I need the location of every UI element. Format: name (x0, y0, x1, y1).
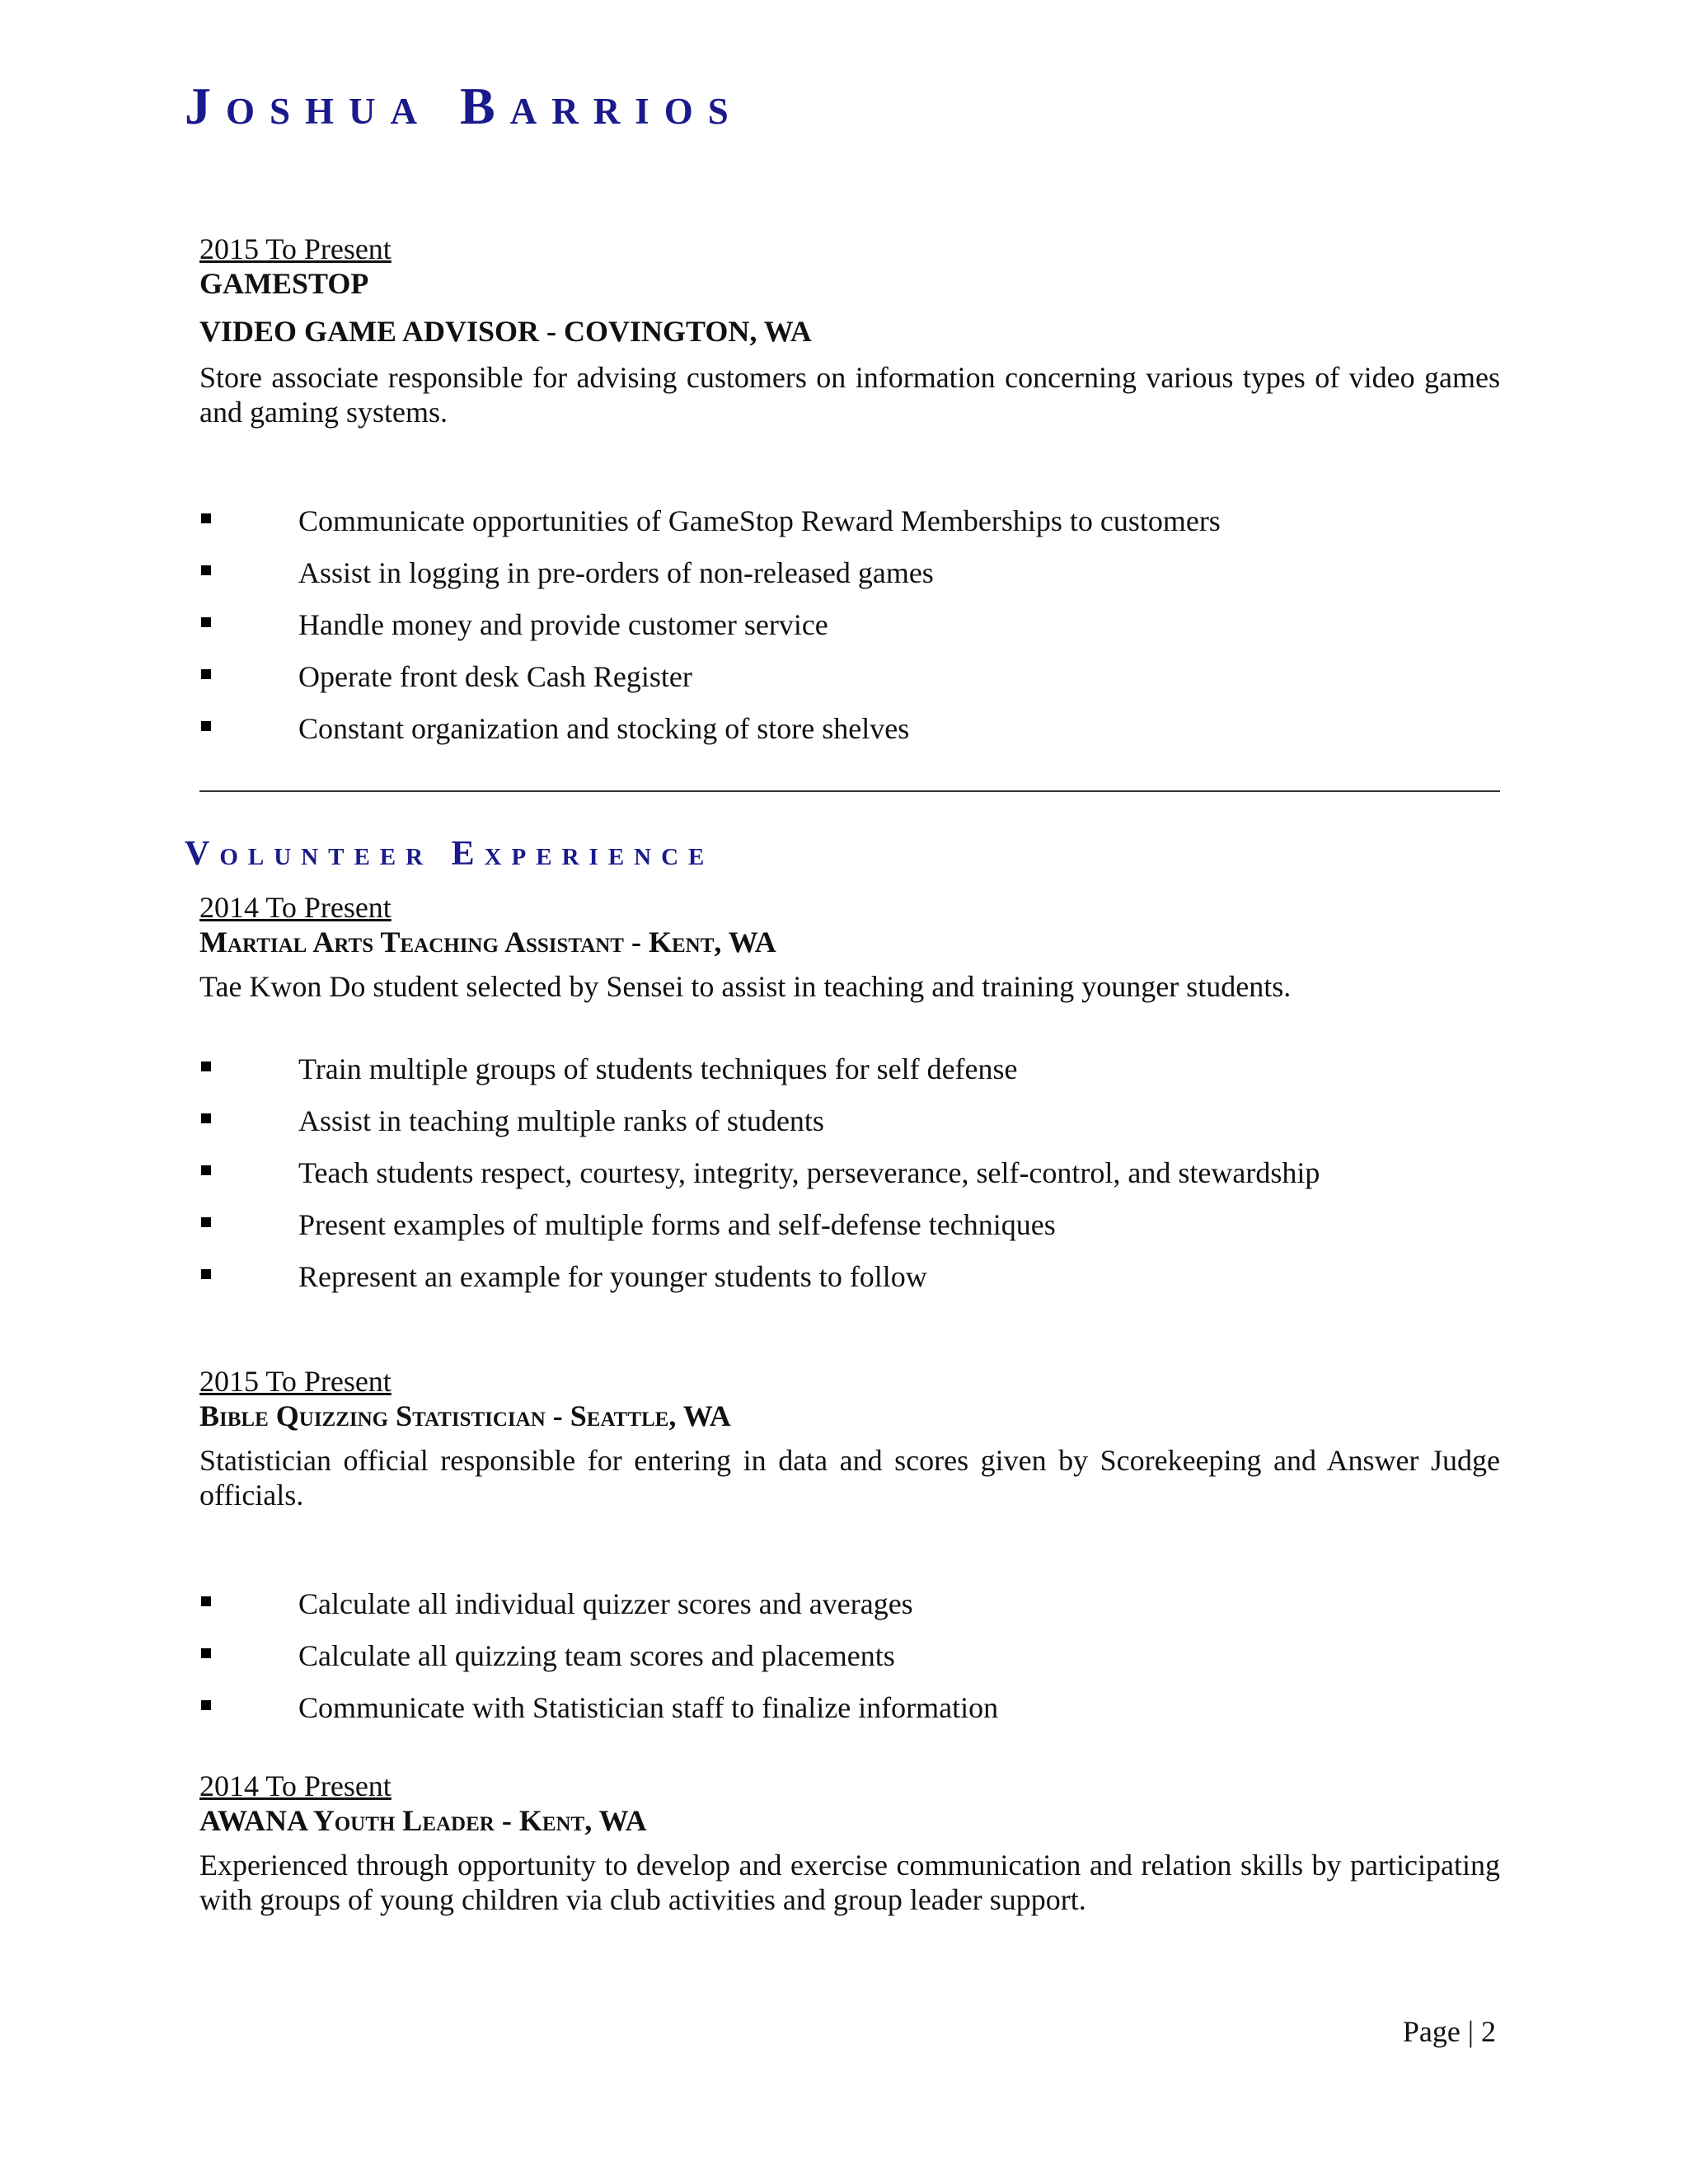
entry-bullet-list (199, 1586, 1500, 1742)
list-item (199, 555, 1500, 607)
bullet-icon (201, 721, 211, 731)
page-number: Page | 2 (1402, 2015, 1496, 2048)
volunteer-entry-awana (199, 1769, 1500, 1917)
volunteer-entry-bible-quizzing (199, 1364, 1500, 1742)
entry-date: 2014 To Present (199, 1769, 392, 1802)
bullet-icon (201, 1648, 211, 1658)
volunteer-section-heading: Volunteer Experience (185, 835, 715, 873)
section-divider (199, 790, 1500, 792)
bullet-icon (201, 617, 211, 627)
list-item (199, 711, 1500, 763)
list-item (199, 504, 1500, 555)
entry-description: Experienced through opportunity to develop and exercise communication and relation skills by participating with groups of young children via club activities and group leader support. (199, 1849, 1500, 1916)
bullet-text: Assist in logging in pre-orders of non-released games (298, 556, 934, 589)
bullet-icon (201, 565, 211, 575)
list-item (199, 1638, 1500, 1690)
bullet-icon (201, 513, 211, 523)
bullet-text: Assist in teaching multiple ranks of students (298, 1104, 824, 1137)
bullet-text: Calculate all quizzing team scores and placements (298, 1639, 895, 1672)
list-item (199, 1586, 1500, 1638)
bullet-icon (201, 1700, 211, 1710)
entry-bullet-list (199, 1052, 1500, 1311)
entry-description: Tae Kwon Do student selected by Sensei to assist in teaching and training younger students. (199, 970, 1292, 1003)
bullet-text: Communicate opportunities of GameStop Reward Memberships to customers (298, 504, 1221, 537)
entry-description: Statistician official responsible for entering in data and scores given by Scorekeeping and Answer Judge officials. (199, 1444, 1500, 1511)
candidate-name: Joshua Barrios (185, 77, 743, 135)
list-item (199, 607, 1500, 659)
list-item (199, 659, 1500, 711)
entry-title: Martial Arts Teaching Assistant - Kent, WA (199, 926, 776, 958)
list-item (199, 1259, 1500, 1311)
list-item (199, 1052, 1500, 1104)
entry-date: 2014 To Present (199, 891, 392, 924)
list-item (199, 1207, 1500, 1259)
bullet-text: Communicate with Statistician staff to finalize information (298, 1691, 999, 1724)
list-item (199, 1104, 1500, 1155)
bullet-text: Handle money and provide customer service (298, 608, 828, 641)
bullet-text: Calculate all individual quizzer scores and averages (298, 1587, 913, 1620)
list-item (199, 1155, 1500, 1207)
entry-date: 2015 To Present (199, 1365, 392, 1398)
job-description: Store associate responsible for advising customers on information concerning various types of video games and gaming systems. (199, 361, 1500, 429)
entry-title: Bible Quizzing Statistician - Seattle, WA (199, 1399, 731, 1432)
job-title: VIDEO GAME ADVISOR - COVINGTON, WA (199, 315, 812, 348)
bullet-icon (201, 1269, 211, 1279)
bullet-text: Teach students respect, courtesy, integrity, perseverance, self-control, and stewardship (298, 1156, 1320, 1189)
bullet-icon (201, 669, 211, 679)
bullet-text: Train multiple groups of students techniques for self defense (298, 1052, 1018, 1085)
bullet-text: Represent an example for younger students to follow (298, 1260, 927, 1293)
job-company: GAMESTOP (199, 267, 369, 300)
volunteer-entry-martial-arts (199, 890, 1500, 1311)
bullet-icon (201, 1596, 211, 1606)
bullet-icon (201, 1165, 211, 1175)
job-gamestop (199, 232, 1500, 763)
entry-title: AWANA Youth Leader - Kent, WA (199, 1804, 647, 1837)
job-date: 2015 To Present (199, 232, 392, 265)
bullet-icon (201, 1217, 211, 1227)
bullet-text: Present examples of multiple forms and self-defense techniques (298, 1208, 1056, 1241)
job-bullet-list (199, 504, 1500, 763)
list-item (199, 1690, 1500, 1742)
bullet-text: Operate front desk Cash Register (298, 660, 692, 693)
bullet-icon (201, 1062, 211, 1071)
bullet-text: Constant organization and stocking of store shelves (298, 712, 910, 745)
bullet-icon (201, 1113, 211, 1123)
